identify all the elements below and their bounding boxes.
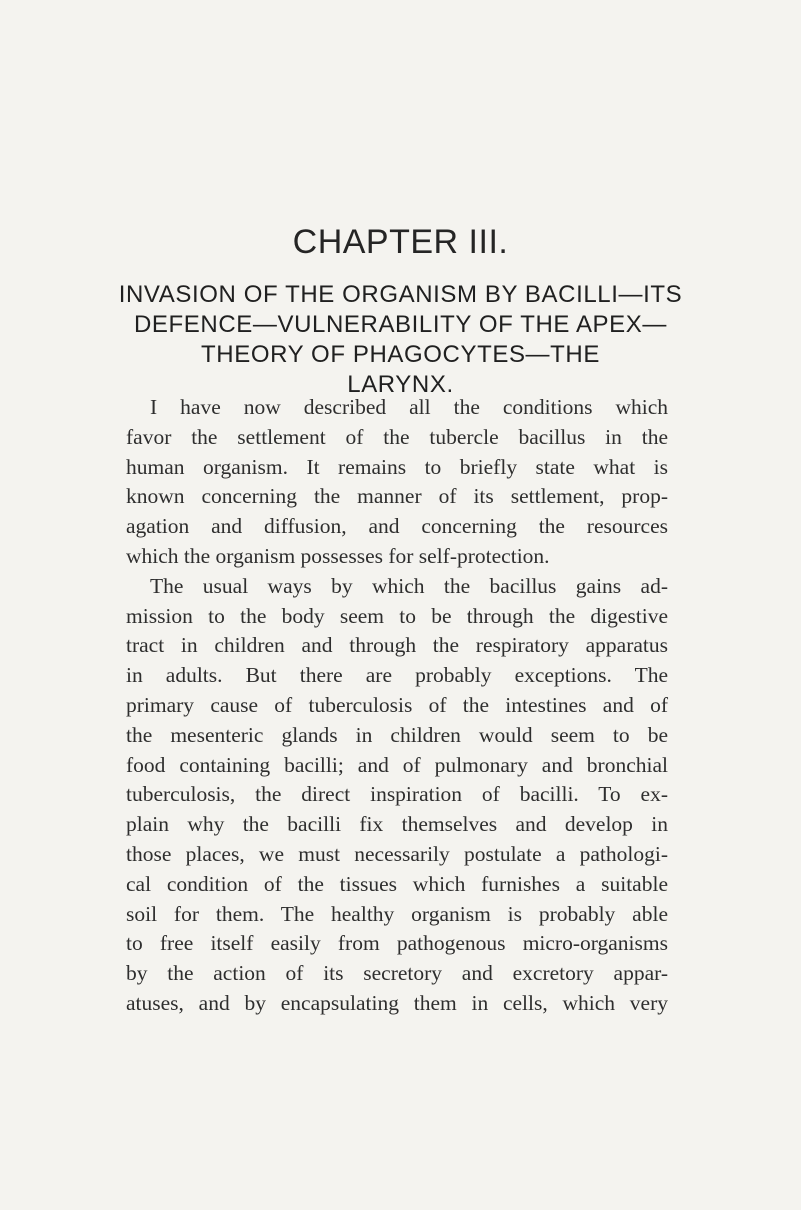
text-line: in adults. But there are probably exceptions. The [126,663,668,688]
text-line: human organism. It remains to briefly state what is [126,454,668,479]
text-line: favor the settlement of the tubercle bacillus in the [126,424,668,449]
text-line: mission to the body seem to be through the digestive [126,603,668,628]
chapter-heading-line: THEORY OF PHAGOCYTES—THE [201,341,600,368]
text-line: which the organism possesses for self-protection. [126,543,550,568]
chapter-heading-line: LARYNX. [347,371,454,398]
text-line: to free itself easily from pathogenous micro-organisms [126,931,668,956]
text-line: plain why the bacilli fix themselves and develop in [126,812,668,837]
text-line: known concerning the manner of its settlement, prop- [126,484,668,509]
text-line: soil for them. The healthy organism is probably able [126,901,668,926]
chapter-title: CHAPTER III. [292,223,509,261]
text-line: cal condition of the tissues which furnishes a suitable [126,871,668,896]
chapter-heading-line: INVASION OF THE ORGANISM BY BACILLI—ITS [118,281,683,308]
text-line: the mesenteric glands in children would seem to be [126,722,668,747]
chapter-heading [100,280,701,400]
text-line: those places, we must necessarily postulate a pathologi- [126,841,668,866]
text-line: The usual ways by which the bacillus gains ad- [150,573,668,598]
text-line: by the action of its secretory and excretory appar- [126,961,668,986]
text-line: food containing bacilli; and of pulmonary and bronchial [126,752,668,777]
text-line: tract in children and through the respiratory apparatus [126,633,668,658]
text-line: primary cause of tuberculosis of the intestines and of [126,692,668,717]
text-line: I have now described all the conditions which [150,395,668,419]
text-line: atuses, and by encapsulating them in cells, which very [126,990,668,1015]
text-line: tuberculosis, the direct inspiration of bacilli. To ex- [126,782,668,807]
chapter-heading-line: DEFENCE—VULNERABILITY OF THE APEX— [134,311,667,338]
body-text [126,393,668,1019]
text-line: agation and diffusion, and concerning the resources [126,514,668,539]
